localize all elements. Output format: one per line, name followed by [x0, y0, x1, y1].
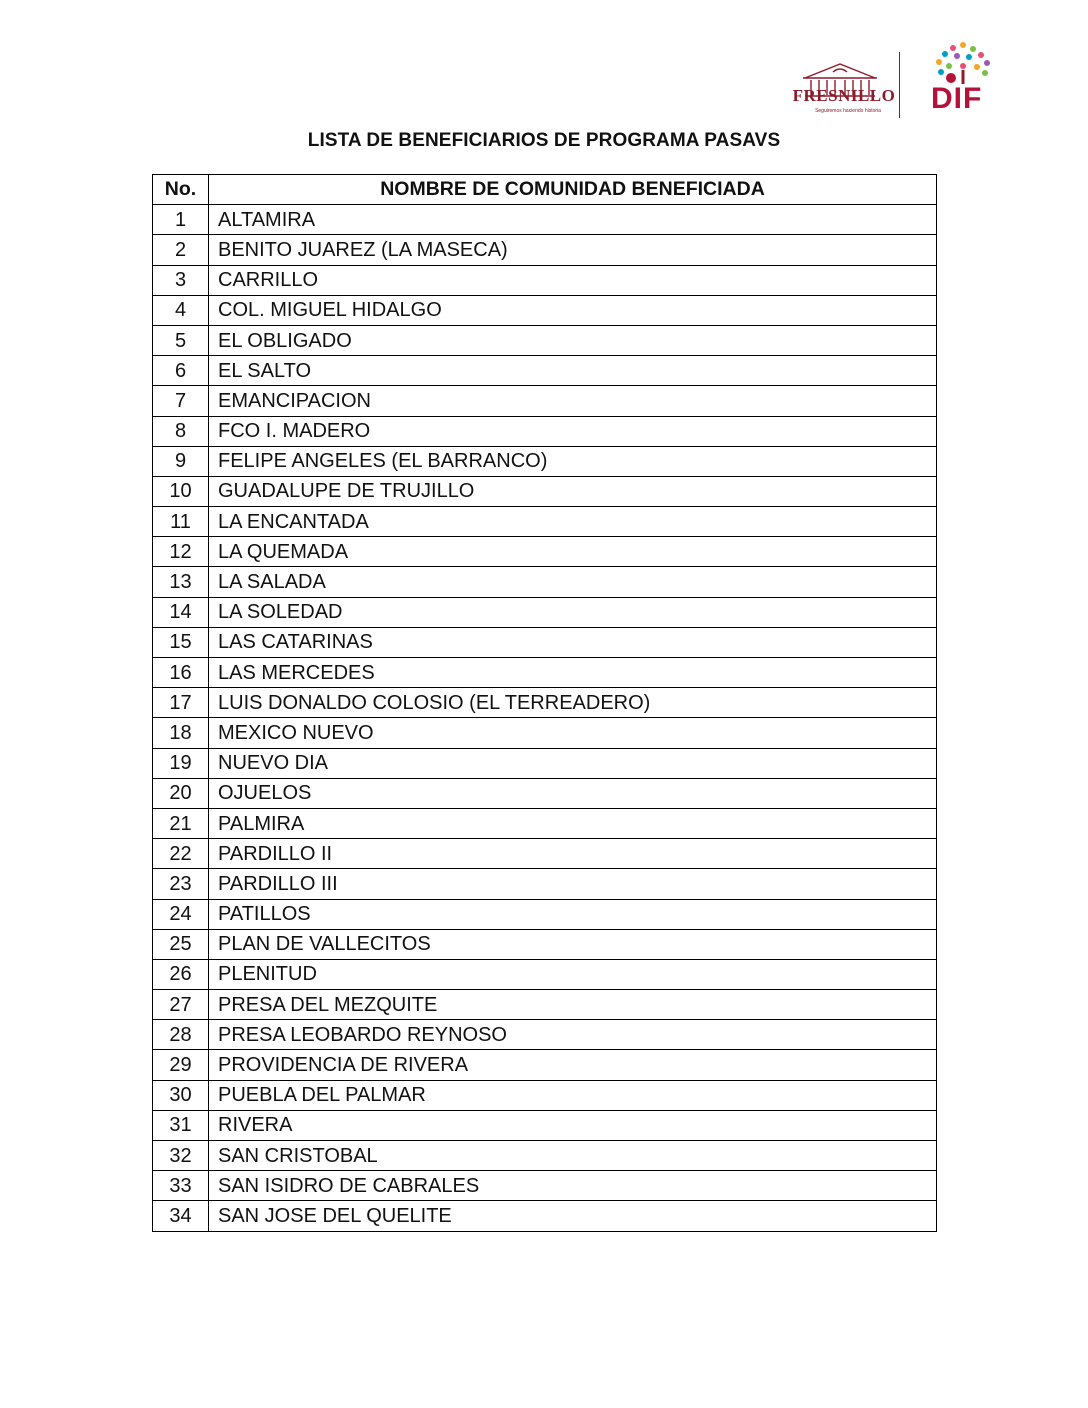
- row-number: 17: [153, 688, 209, 718]
- table-row: [153, 325, 937, 355]
- row-number: 14: [153, 597, 209, 627]
- community-name: LAS CATARINAS: [209, 627, 937, 657]
- table-row: [153, 688, 937, 718]
- row-number: 3: [153, 265, 209, 295]
- table-row: [153, 567, 937, 597]
- community-name: LA SOLEDAD: [209, 597, 937, 627]
- row-number: 15: [153, 627, 209, 657]
- table-body: [153, 205, 937, 1231]
- row-number: 18: [153, 718, 209, 748]
- table-row: [153, 839, 937, 869]
- table-row: [153, 265, 937, 295]
- community-name: PLENITUD: [209, 959, 937, 989]
- row-number: 25: [153, 929, 209, 959]
- column-header-community: NOMBRE DE COMUNIDAD BENEFICIADA: [209, 175, 937, 205]
- community-name: BENITO JUAREZ (LA MASECA): [209, 235, 937, 265]
- community-name: FELIPE ANGELES (EL BARRANCO): [209, 446, 937, 476]
- table-row: [153, 718, 937, 748]
- table-row: [153, 778, 937, 808]
- row-number: 16: [153, 658, 209, 688]
- row-number: 22: [153, 839, 209, 869]
- table-row: [153, 748, 937, 778]
- row-number: 27: [153, 990, 209, 1020]
- table-row: [153, 356, 937, 386]
- row-number: 10: [153, 476, 209, 506]
- fresnillo-logo-subtitle: Seguiremos haciendo historia: [815, 108, 881, 114]
- logo-divider: [899, 52, 900, 118]
- row-number: 4: [153, 295, 209, 325]
- row-number: 31: [153, 1110, 209, 1140]
- row-number: 21: [153, 808, 209, 838]
- table-row: [153, 235, 937, 265]
- table-row: [153, 386, 937, 416]
- community-name: PARDILLO III: [209, 869, 937, 899]
- row-number: 6: [153, 356, 209, 386]
- row-number: 30: [153, 1080, 209, 1110]
- table-row: [153, 476, 937, 506]
- table-row: [153, 1080, 937, 1110]
- row-number: 19: [153, 748, 209, 778]
- row-number: 5: [153, 325, 209, 355]
- table-row: [153, 990, 937, 1020]
- row-number: 29: [153, 1050, 209, 1080]
- row-number: 23: [153, 869, 209, 899]
- community-name: EMANCIPACION: [209, 386, 937, 416]
- community-name: LA ENCANTADA: [209, 507, 937, 537]
- table-row: [153, 537, 937, 567]
- row-number: 9: [153, 446, 209, 476]
- table-row: [153, 808, 937, 838]
- table-row: [153, 416, 937, 446]
- community-name: PROVIDENCIA DE RIVERA: [209, 1050, 937, 1080]
- row-number: 13: [153, 567, 209, 597]
- community-name: FCO I. MADERO: [209, 416, 937, 446]
- community-name: PRESA LEOBARDO REYNOSO: [209, 1020, 937, 1050]
- row-number: 32: [153, 1141, 209, 1171]
- community-name: PARDILLO II: [209, 839, 937, 869]
- table-row: [153, 507, 937, 537]
- table-row: [153, 1171, 937, 1201]
- community-name: OJUELOS: [209, 778, 937, 808]
- table-row: [153, 446, 937, 476]
- row-number: 11: [153, 507, 209, 537]
- community-name: MEXICO NUEVO: [209, 718, 937, 748]
- community-name: PLAN DE VALLECITOS: [209, 929, 937, 959]
- community-name: LUIS DONALDO COLOSIO (EL TERREADERO): [209, 688, 937, 718]
- table-row: [153, 1110, 937, 1140]
- table-row: [153, 295, 937, 325]
- table-row: [153, 1020, 937, 1050]
- row-number: 12: [153, 537, 209, 567]
- community-name: LA SALADA: [209, 567, 937, 597]
- community-name: NUEVO DIA: [209, 748, 937, 778]
- community-name: SAN ISIDRO DE CABRALES: [209, 1171, 937, 1201]
- table-row: [153, 1050, 937, 1080]
- row-number: 26: [153, 959, 209, 989]
- community-name: COL. MIGUEL HIDALGO: [209, 295, 937, 325]
- community-name: EL SALTO: [209, 356, 937, 386]
- dif-logo-text: DIF: [931, 82, 983, 115]
- table-row: [153, 869, 937, 899]
- row-number: 24: [153, 899, 209, 929]
- community-name: PALMIRA: [209, 808, 937, 838]
- community-name: GUADALUPE DE TRUJILLO: [209, 476, 937, 506]
- community-name: LAS MERCEDES: [209, 658, 937, 688]
- beneficiaries-table: [152, 174, 937, 1232]
- community-name: PUEBLA DEL PALMAR: [209, 1080, 937, 1110]
- row-number: 8: [153, 416, 209, 446]
- row-number: 28: [153, 1020, 209, 1050]
- fresnillo-logo-text: FRESNILLO: [792, 86, 896, 105]
- document-title: LISTA DE BENEFICIARIOS DE PROGRAMA PASAVS: [307, 130, 781, 151]
- table-header-row: [153, 175, 937, 205]
- community-name: SAN JOSE DEL QUELITE: [209, 1201, 937, 1231]
- community-name: RIVERA: [209, 1110, 937, 1140]
- table-row: [153, 959, 937, 989]
- header-logos: [785, 40, 1025, 120]
- row-number: 34: [153, 1201, 209, 1231]
- community-name: SAN CRISTOBAL: [209, 1141, 937, 1171]
- table-row: [153, 627, 937, 657]
- table-row: [153, 1201, 937, 1231]
- row-number: 7: [153, 386, 209, 416]
- row-number: 20: [153, 778, 209, 808]
- community-name: EL OBLIGADO: [209, 325, 937, 355]
- community-name: ALTAMIRA: [209, 205, 937, 235]
- community-name: CARRILLO: [209, 265, 937, 295]
- table-row: [153, 658, 937, 688]
- table-row: [153, 1141, 937, 1171]
- column-header-number: No.: [153, 175, 209, 205]
- row-number: 1: [153, 205, 209, 235]
- community-name: LA QUEMADA: [209, 537, 937, 567]
- table-row: [153, 929, 937, 959]
- table-row: [153, 899, 937, 929]
- community-name: PRESA DEL MEZQUITE: [209, 990, 937, 1020]
- row-number: 2: [153, 235, 209, 265]
- table-row: [153, 597, 937, 627]
- table-row: [153, 205, 937, 235]
- row-number: 33: [153, 1171, 209, 1201]
- community-name: PATILLOS: [209, 899, 937, 929]
